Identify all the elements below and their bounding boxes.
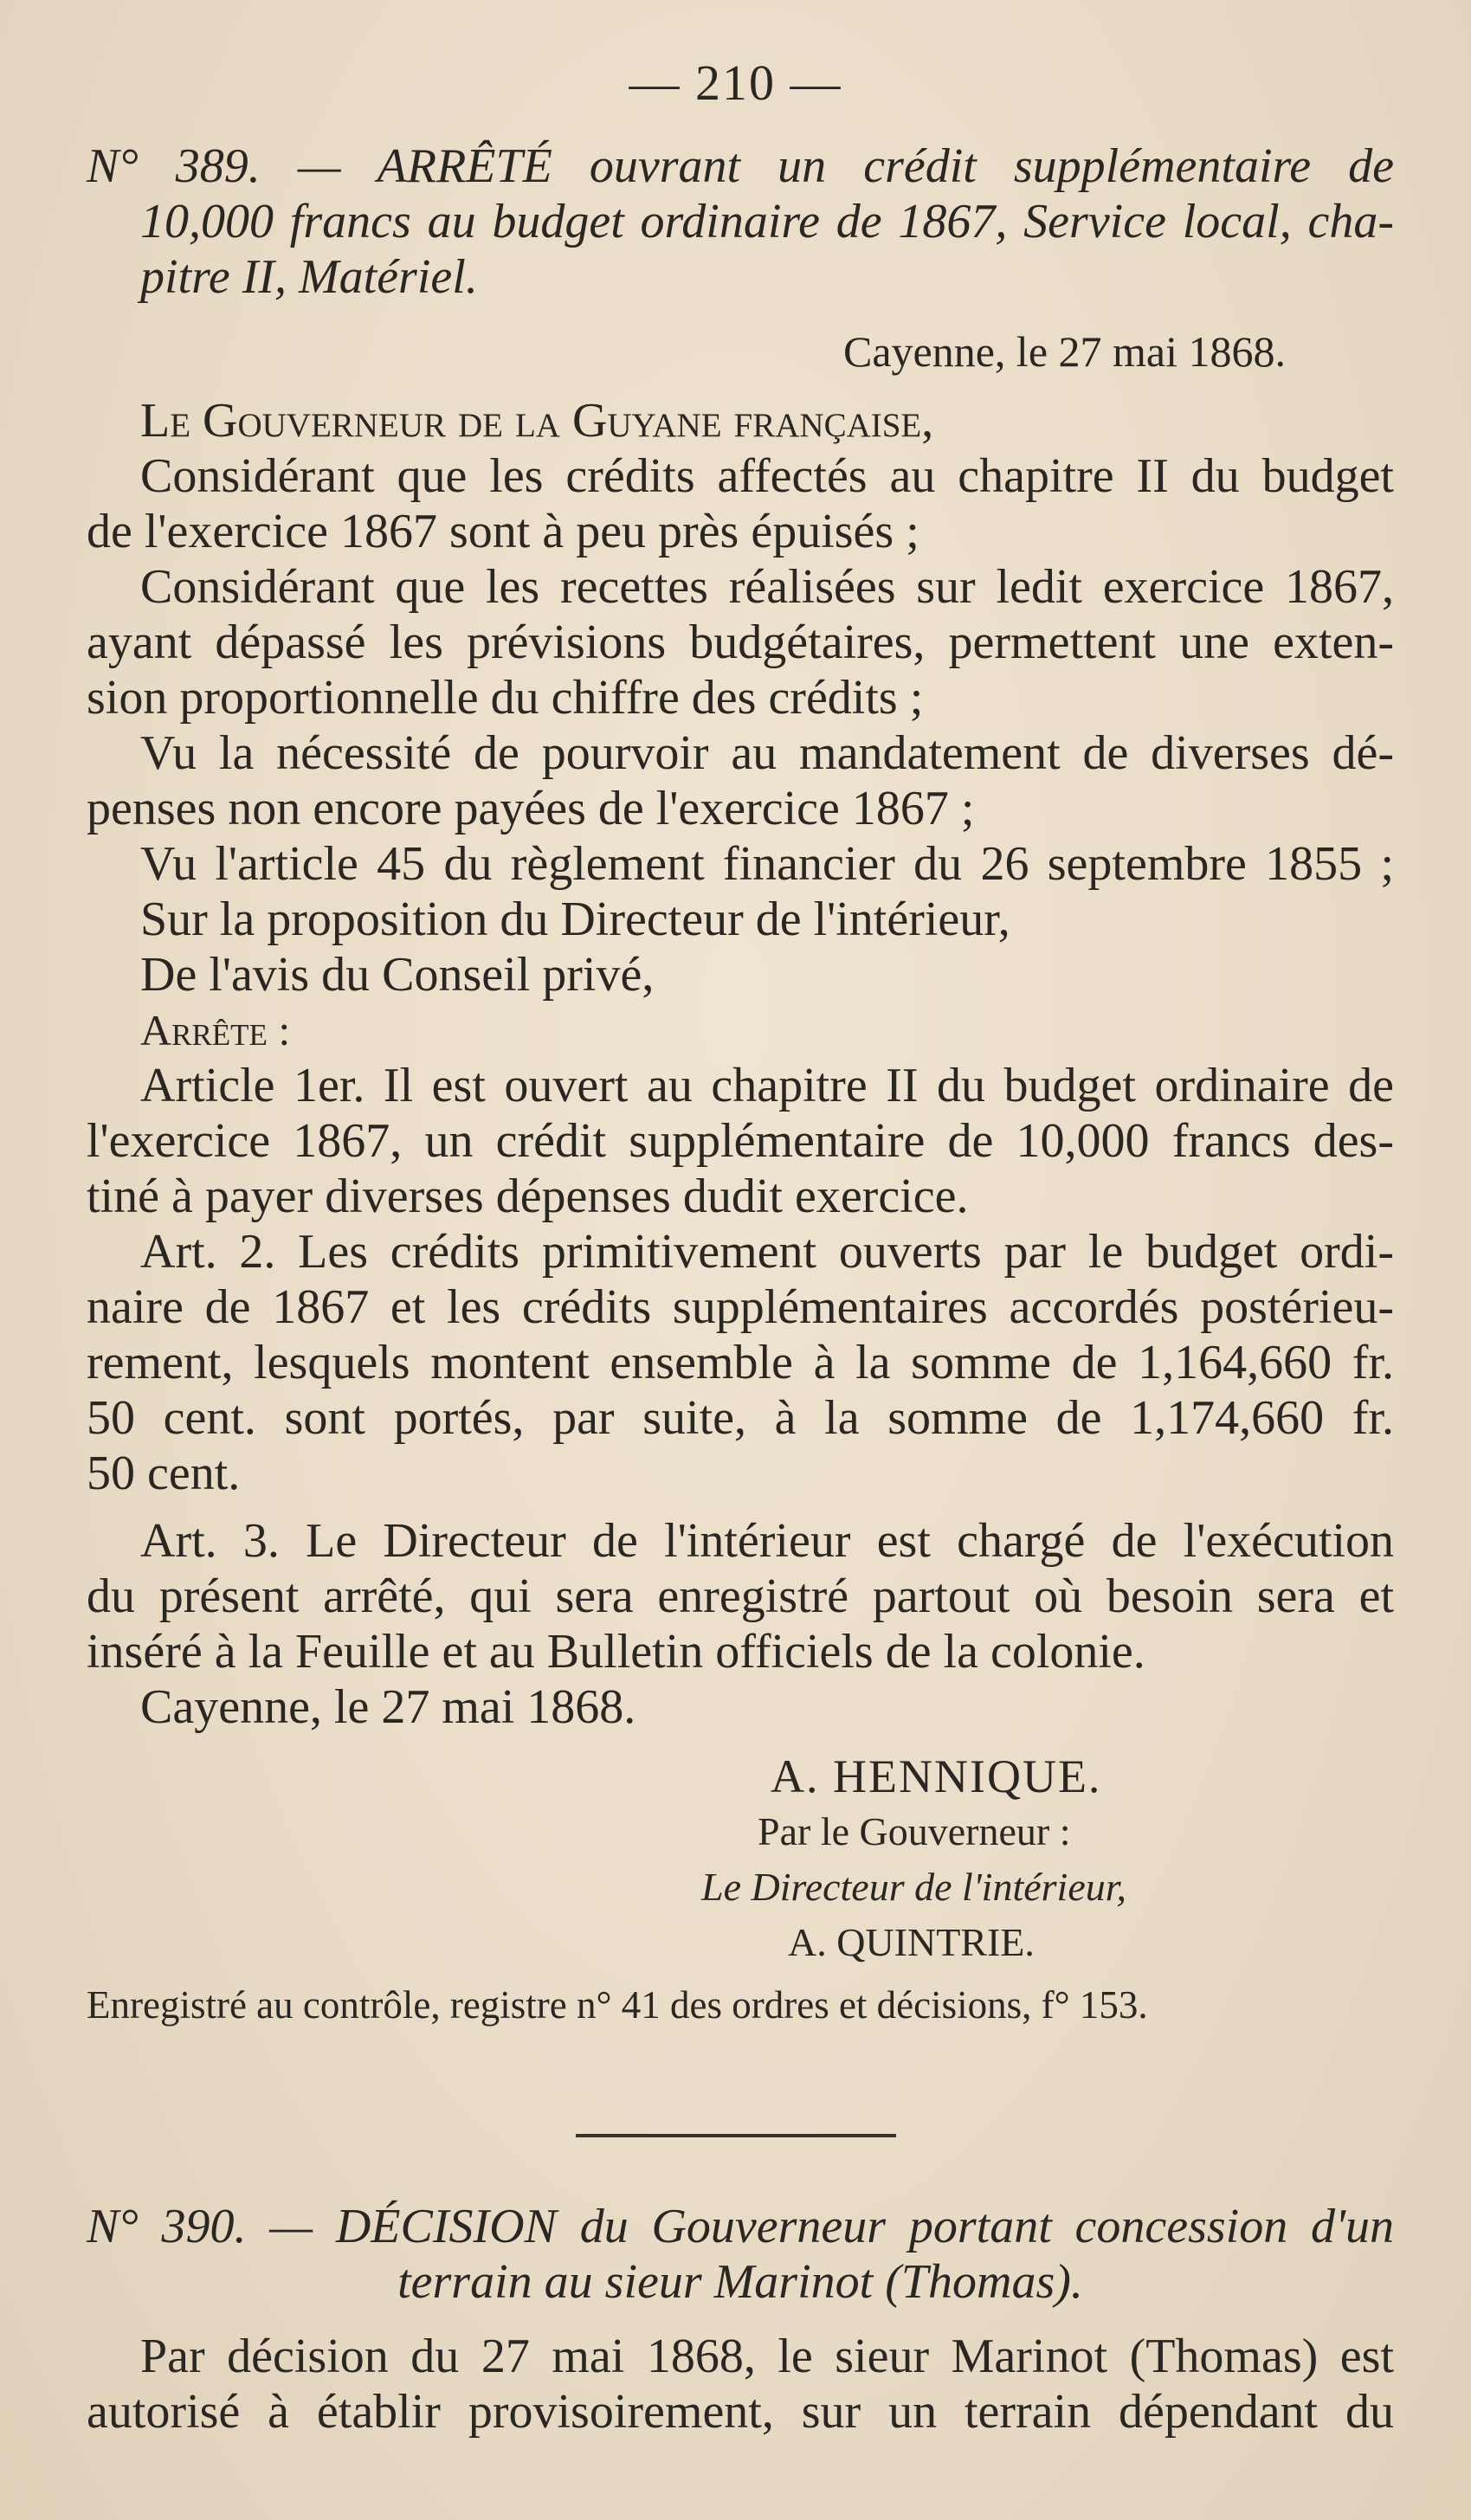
act-389-dateline: Cayenne, le 27 mai 1868.: [843, 327, 1286, 376]
act-389-body: [87, 393, 1394, 1735]
body-line: de l'exercice 1867 sont à peu près épuisés ;: [87, 505, 919, 558]
body-line: ayant dépassé les prévisions budgétaires, permettent une exten-: [87, 615, 1394, 669]
body-line: du présent arrêté, qui sera enregistré partout où besoin sera et: [87, 1569, 1394, 1623]
body-line: naire de 1867 et les crédits supplémentaires accordés postérieu-: [87, 1280, 1394, 1334]
body-line: sion proportionnelle du chiffre des crédits ;: [87, 671, 924, 725]
director-title: Le Directeur de l'intérieur,: [701, 1865, 1127, 1909]
par-le-gouverneur: Par le Gouverneur :: [758, 1809, 1071, 1853]
act-389-title-line-3: pitre II, Matériel.: [140, 250, 478, 304]
body-line: Considérant que les crédits affectés au chapitre II du budget: [140, 449, 1394, 503]
act-390-body-line-1: Par décision du 27 mai 1868, le sieur Marinot (Thomas) est: [140, 2330, 1394, 2383]
body-line: inséré à la Feuille et au Bulletin officiels de la colonie.: [87, 1625, 1145, 1679]
section-divider: [576, 2134, 896, 2137]
body-line: Sur la proposition du Directeur de l'intérieur,: [140, 893, 1010, 946]
act-390: [87, 2199, 1394, 2439]
body-line: Vu l'article 45 du règlement financier du 26 septembre 1855 ;: [140, 837, 1394, 891]
act-390-body-line-2: autorisé à établir provisoirement, sur un terrain dépendant du: [87, 2385, 1394, 2439]
governor-signature: A. HENNIQUE.: [771, 1750, 1102, 1802]
body-line: Considérant que les recettes réalisées sur ledit exercice 1867,: [140, 560, 1394, 614]
body-line: Art. 3. Le Directeur de l'intérieur est chargé de l'exécution: [140, 1514, 1394, 1568]
body-line: penses non encore payées de l'exercice 1867 ;: [87, 782, 975, 835]
body-line: Le Gouverneur de la Guyane française,: [140, 394, 934, 448]
act-389-title-line-1: N° 389. — ARRÊTÉ ouvrant un crédit supplémentaire de: [87, 139, 1394, 193]
act-389: [87, 139, 1394, 2033]
body-line: Art. 2. Les crédits primitivement ouverts par le budget ordi-: [140, 1225, 1394, 1279]
body-line: tiné à payer diverses dépenses dudit exercice.: [87, 1170, 969, 1223]
body-line: Vu la nécessité de pourvoir au mandatement de diverses dé-: [140, 726, 1394, 780]
act-390-title-line-2: terrain au sieur Marinot (Thomas).: [397, 2255, 1083, 2309]
body-line: 50 cent. sont portés, par suite, à la somme de 1,174,660 fr.: [87, 1391, 1394, 1445]
act-390-title-line-1: N° 390. — DÉCISION du Gouverneur portant concession d'un: [87, 2200, 1394, 2253]
body-line: l'exercice 1867, un crédit supplémentaire de 10,000 francs des-: [87, 1114, 1394, 1168]
director-signature: A. QUINTRIE.: [788, 1920, 1035, 1964]
body-line: 50 cent.: [87, 1447, 241, 1500]
page-number: — 210 —: [629, 55, 842, 111]
body-line: De l'avis du Conseil privé,: [140, 948, 655, 1002]
body-line: rement, lesquels montent ensemble à la somme de 1,164,660 fr.: [87, 1336, 1394, 1389]
body-line: Article 1er. Il est ouvert au chapitre II du budget ordinaire de: [140, 1059, 1394, 1112]
arrete-heading: Arrête :: [140, 1006, 291, 1054]
closing-dateline: Cayenne, le 27 mai 1868.: [140, 1680, 636, 1734]
act-389-title-line-2: 10,000 francs au budget ordinaire de 1867, Service local, cha-: [140, 195, 1394, 248]
registration-note: Enregistré au contrôle, registre n° 41 des ordres et décisions, f° 153.: [87, 1983, 1148, 2027]
